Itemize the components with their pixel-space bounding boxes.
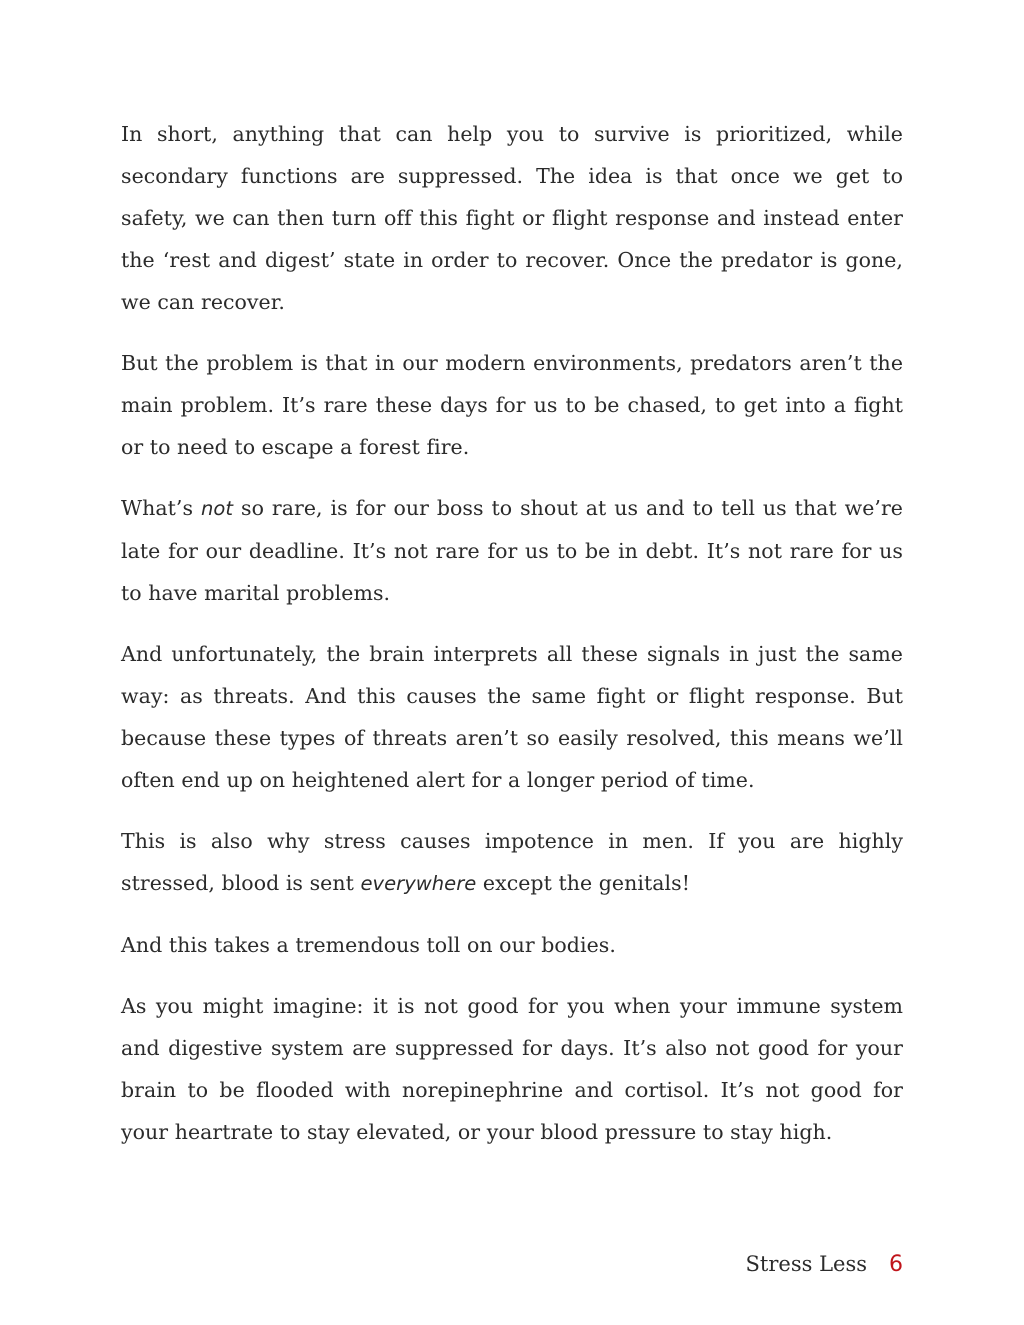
paragraph-3-emphasis: not bbox=[201, 497, 234, 520]
paragraph-3 bbox=[121, 487, 903, 614]
paragraph-3-end: so rare, is for our boss to shout at us and to tell us that we’re late for our deadline. It’s not rare for us to be in debt. It’s not rare for us to have marital problems. bbox=[121, 496, 903, 605]
paragraph-7: As you might imagine: it is not good for you when your immune system and digestive system are suppressed for days. It’s also not good for your brain to be flooded with norepinephrine and cortisol. It’s not good for your heartrate to stay elevated, or your blood pressure to stay high. bbox=[121, 994, 903, 1144]
paragraph-2: But the problem is that in our modern environments, predators aren’t the main problem. It’s rare these days for us to be chased, to get into a fight or to need to escape a forest fire. bbox=[121, 351, 903, 459]
paragraph-5-end: except the genitals! bbox=[476, 871, 690, 895]
page-body bbox=[121, 113, 903, 1172]
paragraph-5-emphasis: everywhere bbox=[360, 872, 477, 895]
page-number: 6 bbox=[889, 1252, 903, 1277]
paragraph-4: And unfortunately, the brain interprets all these signals in just the same way: as threats. And this causes the same fight or flight response. But because these types of threats aren’t so easily resolved, this means we’ll often end up on heightened alert for a longer period of time. bbox=[121, 642, 903, 792]
paragraph-5-start: This is also why stress causes impotence in men. If you are highly stressed, blood is sent bbox=[121, 829, 903, 895]
page-footer bbox=[746, 1252, 903, 1277]
paragraph-5 bbox=[121, 820, 903, 905]
paragraph-1: In short, anything that can help you to survive is prioritized, while secondary functions are suppressed. The idea is that once we get to safety, we can then turn off this fight or flight response and instead enter the ‘rest and digest’ state in order to recover. Once the predator is gone, we can recover. bbox=[121, 122, 903, 314]
footer-book-title: Stress Less bbox=[745, 1252, 867, 1276]
paragraph-3-start: What’s bbox=[121, 496, 201, 520]
paragraph-6: And this takes a tremendous toll on our bodies. bbox=[121, 933, 616, 957]
